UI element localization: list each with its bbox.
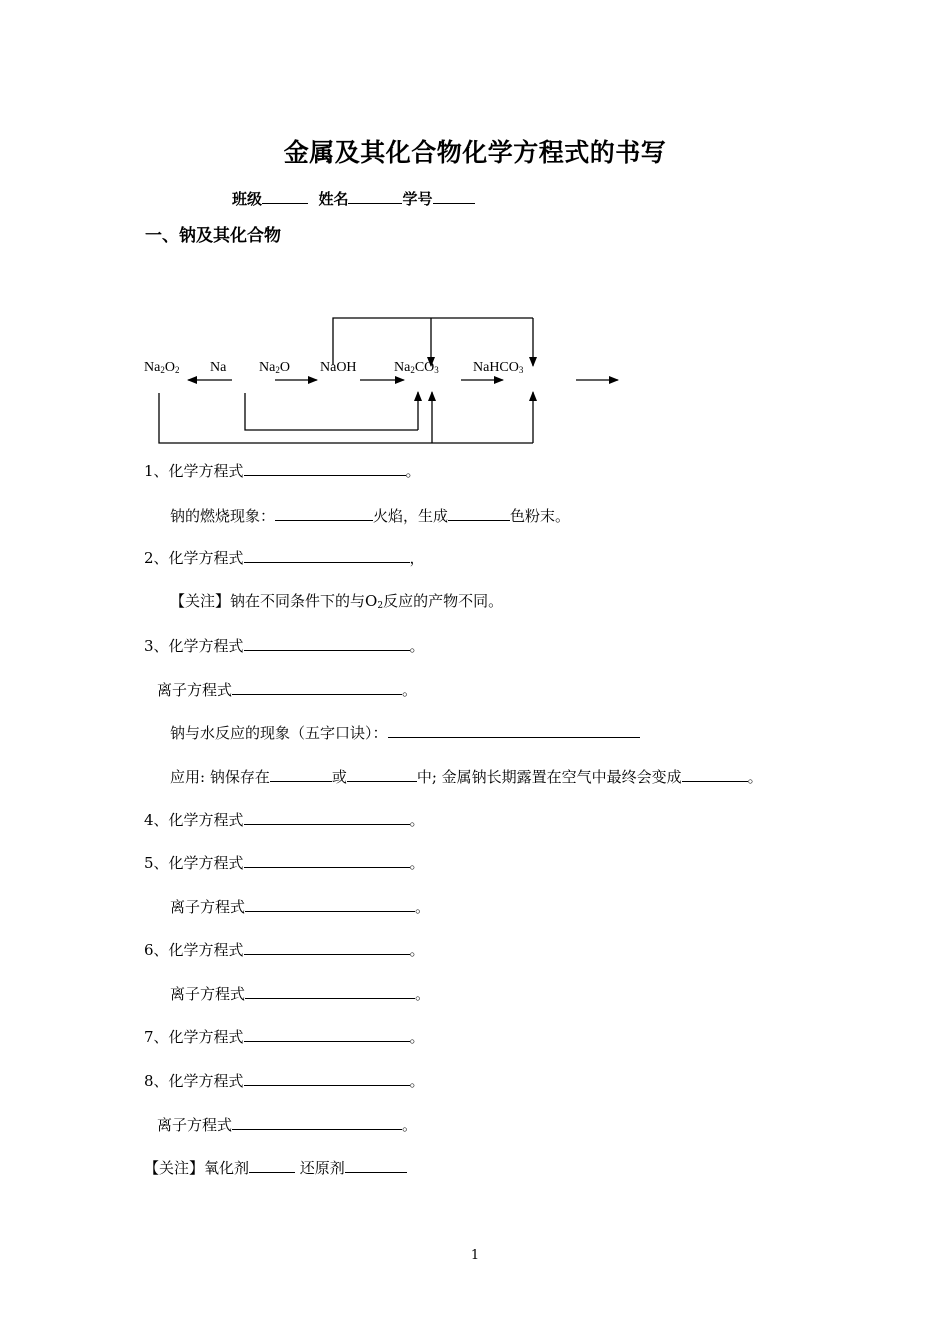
compound-na: Na [210, 360, 227, 375]
answer-blank[interactable] [244, 547, 410, 563]
answer-blank[interactable] [347, 766, 417, 782]
note-redox: 【关注】氧化剂 还原剂 [144, 1157, 407, 1178]
section-heading: 一、钠及其化合物 [145, 226, 281, 246]
class-label: 班级 [232, 190, 263, 208]
page-title: 金属及其化合物化学方程式的书写 [283, 138, 667, 167]
id-label: 学号 [402, 190, 433, 208]
compound-nahco3: NaHCO$_3$ [473, 360, 524, 375]
question-6: 6、化学方程式 。 [144, 941, 425, 959]
page-number: 1 [470, 1248, 480, 1263]
question-5: 5、化学方程式 。 [144, 854, 425, 872]
compound-na2o2: $Na_2O_2$ [144, 360, 180, 375]
answer-blank[interactable] [244, 635, 410, 651]
top-frame-line [333, 318, 533, 365]
question-3-ionic: 离子方程式 。 [157, 681, 418, 699]
outer-bottom-line [159, 393, 533, 443]
question-3: 3、化学方程式 。 [144, 637, 425, 655]
answer-blank[interactable] [682, 766, 748, 782]
compound-na2co3: $Na_2CO_3$ [394, 360, 439, 375]
question-3-phenomenon: 钠与水反应的现象（五字口诀）： [170, 722, 640, 743]
compound-naoh: NaOH [320, 360, 357, 375]
answer-blank[interactable] [245, 983, 415, 999]
question-5-ionic: 离子方程式 。 [170, 898, 431, 916]
answer-blank[interactable] [345, 1157, 407, 1173]
answer-blank[interactable] [275, 505, 373, 521]
compound-na2o: $Na_2O$ [259, 360, 290, 375]
question-1-combustion: 钠的燃烧现象： 火焰，生成 色粉末。 [170, 507, 571, 525]
answer-blank[interactable] [244, 1070, 410, 1086]
question-8-ionic: 离子方程式 。 [157, 1116, 418, 1134]
answer-blank[interactable] [244, 460, 406, 476]
answer-blank[interactable] [245, 896, 415, 912]
answer-blank[interactable] [244, 1026, 410, 1042]
question-8: 8、化学方程式 。 [144, 1072, 425, 1090]
name-label: 姓名 [318, 190, 349, 208]
answer-blank[interactable] [244, 852, 410, 868]
question-2-note: 【关注】钠在不同条件下的与$O_2$反应的产物不同。 [170, 592, 504, 611]
question-4: 4、化学方程式 。 [144, 811, 425, 829]
answer-blank[interactable] [270, 766, 332, 782]
answer-blank[interactable] [244, 939, 410, 955]
answer-blank[interactable] [388, 722, 640, 738]
answer-blank[interactable] [249, 1157, 295, 1173]
question-6-ionic: 离子方程式 。 [170, 985, 431, 1003]
question-2: 2、化学方程式 ， [144, 549, 425, 567]
inner-bottom-line [245, 393, 418, 430]
question-3-application: 应用: 钠保存在 或 中; 金属钠长期露置在空气中最终会变成 。 [170, 768, 763, 786]
question-1: 1、化学方程式 。 [144, 462, 421, 480]
sodium-conversion-diagram [0, 0, 950, 460]
answer-blank[interactable] [232, 679, 402, 695]
answer-blank[interactable] [232, 1114, 402, 1130]
question-7: 7、化学方程式 。 [144, 1028, 425, 1046]
answer-blank[interactable] [448, 505, 510, 521]
answer-blank[interactable] [244, 809, 410, 825]
